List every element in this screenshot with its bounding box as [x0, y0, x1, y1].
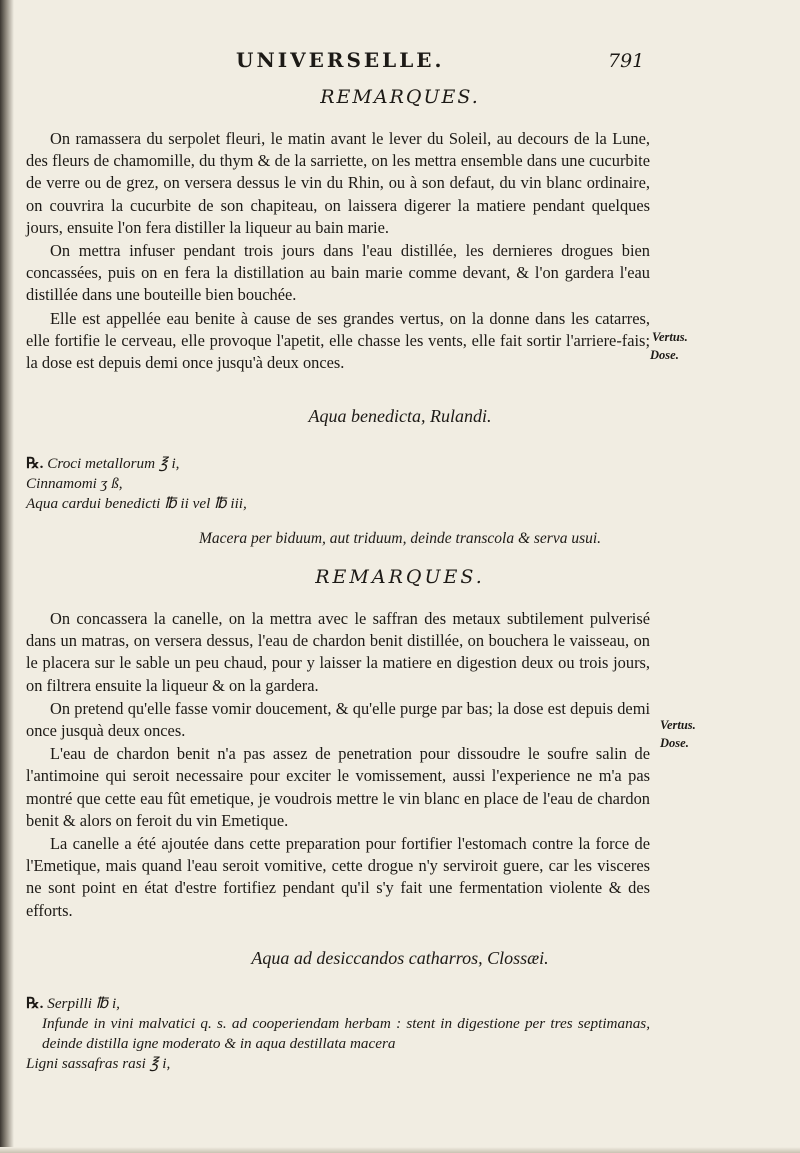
recipe2-title: Aqua ad desiccandos catharros, Clossæi.	[251, 948, 549, 968]
recipe2-ingredient: Serpilli ℔ i,	[47, 995, 120, 1012]
recipe1-ingredient: Croci metallorum ℥ i,	[47, 455, 180, 472]
recipe2-line	[26, 994, 650, 1014]
section1-heading: REMARQUES.	[320, 86, 480, 108]
section2-paragraph: On pretend qu'elle fasse vomir doucement, & qu'elle purge par bas; la dose est depuis demi once jusquà deux onces.	[26, 698, 650, 741]
section2-paragraph: L'eau de chardon benit n'a pas assez de penetration pour dissoudre le soufre salin de l'antimoine qui seroit necessaire pour exciter le vomissement, aussi l'experience ne m'a pas montré que cette eau fût emetique, je voudrois mettre le vin blanc en place de l'eau de chardon benit & alors on feroit du vin Emetique.	[26, 744, 650, 830]
margin-note-vertus: Vertus.	[660, 718, 696, 732]
recipe2-ingredient: Ligni sassafras rasi ℥ i,	[26, 1055, 171, 1072]
margin-note-dose: Dose.	[660, 736, 689, 750]
section2-paragraph: La canelle a été ajoutée dans cette preparation pour fortifier l'estomach contre la force de l'Emetique, mais quand l'eau seroit vomitive, cette drogue n'y serviroit guere, car les visceres ne sont point en état d'estre fortifiez pendant qu'il s'y fait une fermentation violente & des efforts.	[26, 834, 650, 920]
section2-heading: REMARQUES.	[315, 566, 485, 588]
running-head	[0, 48, 800, 74]
section2-paragraph: On concassera la canelle, on la mettra avec le saffran des metaux subtilement pulverisé dans un matras, on versera dessus, l'eau de chardon benit distillée, on bouchera le vaisseau, on le placera sur le sable un peu chaud, pour y laisser la matiere en digestion deux ou trois jours, on filtrera ensuite la liqueur & on la gardera.	[26, 609, 650, 695]
section2-body	[26, 608, 650, 923]
section1-body	[26, 128, 650, 375]
recipe1-line	[26, 454, 650, 474]
recipe1-direction: Macera per biduum, aut triduum, deinde transcola & serva usui.	[198, 530, 602, 547]
recipe1-title: Aqua benedicta, Rulandi.	[308, 406, 492, 426]
recipe1-ingredient: Cinnamomi ʒ ß,	[26, 475, 123, 492]
recipe2-instruction: Infunde in vini malvatici q. s. ad cooperiendam herbam : stent in digestione per tres septimanas, deinde distilla igne moderato & in aqua destillata macera	[42, 1015, 650, 1052]
running-head-title: UNIVERSELLE.	[236, 48, 445, 72]
page-number: 791	[608, 50, 645, 72]
recipe1-ingredients	[26, 454, 650, 514]
recipe1-ingredient: Aqua cardui benedicti ℔ ii vel ℔ iii,	[26, 495, 247, 512]
margin-note-dose: Dose.	[650, 348, 679, 362]
page-edge	[0, 1147, 800, 1153]
margin-note-vertus: Vertus.	[652, 330, 688, 344]
section1-paragraph: On mettra infuser pendant trois jours dans l'eau distillée, les dernieres drogues bien concassées, puis on en fera la distillation au bain marie comme devant, & l'on gardera l'eau distillée dans une bouteille bien bouchée.	[26, 241, 650, 305]
section1-paragraph: On ramassera du serpolet fleuri, le matin avant le lever du Soleil, au decours de la Lune, des fleurs de chamomille, du thym & de la sarriette, on les mettra ensemble dans une cucurbite de verre ou de grez, on versera dessus le vin du Rhin, ou à son defaut, du vin blanc ordinaire, on couvrira la cucurbite de son chapiteau, on laissera digerer la matiere pendant quelques jours, ensuite l'on fera distiller la liqueur au bain marie.	[26, 129, 650, 237]
recipe-symbol: ℞.	[26, 995, 44, 1012]
recipe-symbol: ℞.	[26, 455, 44, 472]
recipe2-ingredients	[26, 994, 650, 1074]
section1-paragraph: Elle est appellée eau benite à cause de ses grandes vertus, on la donne dans les catarres, elle fortifie le cerveau, elle provoque l'apetit, elle chasse les vents, elle fait sortir l'arriere-fais; la dose est depuis demi once jusqu'à deux onces.	[26, 308, 650, 373]
